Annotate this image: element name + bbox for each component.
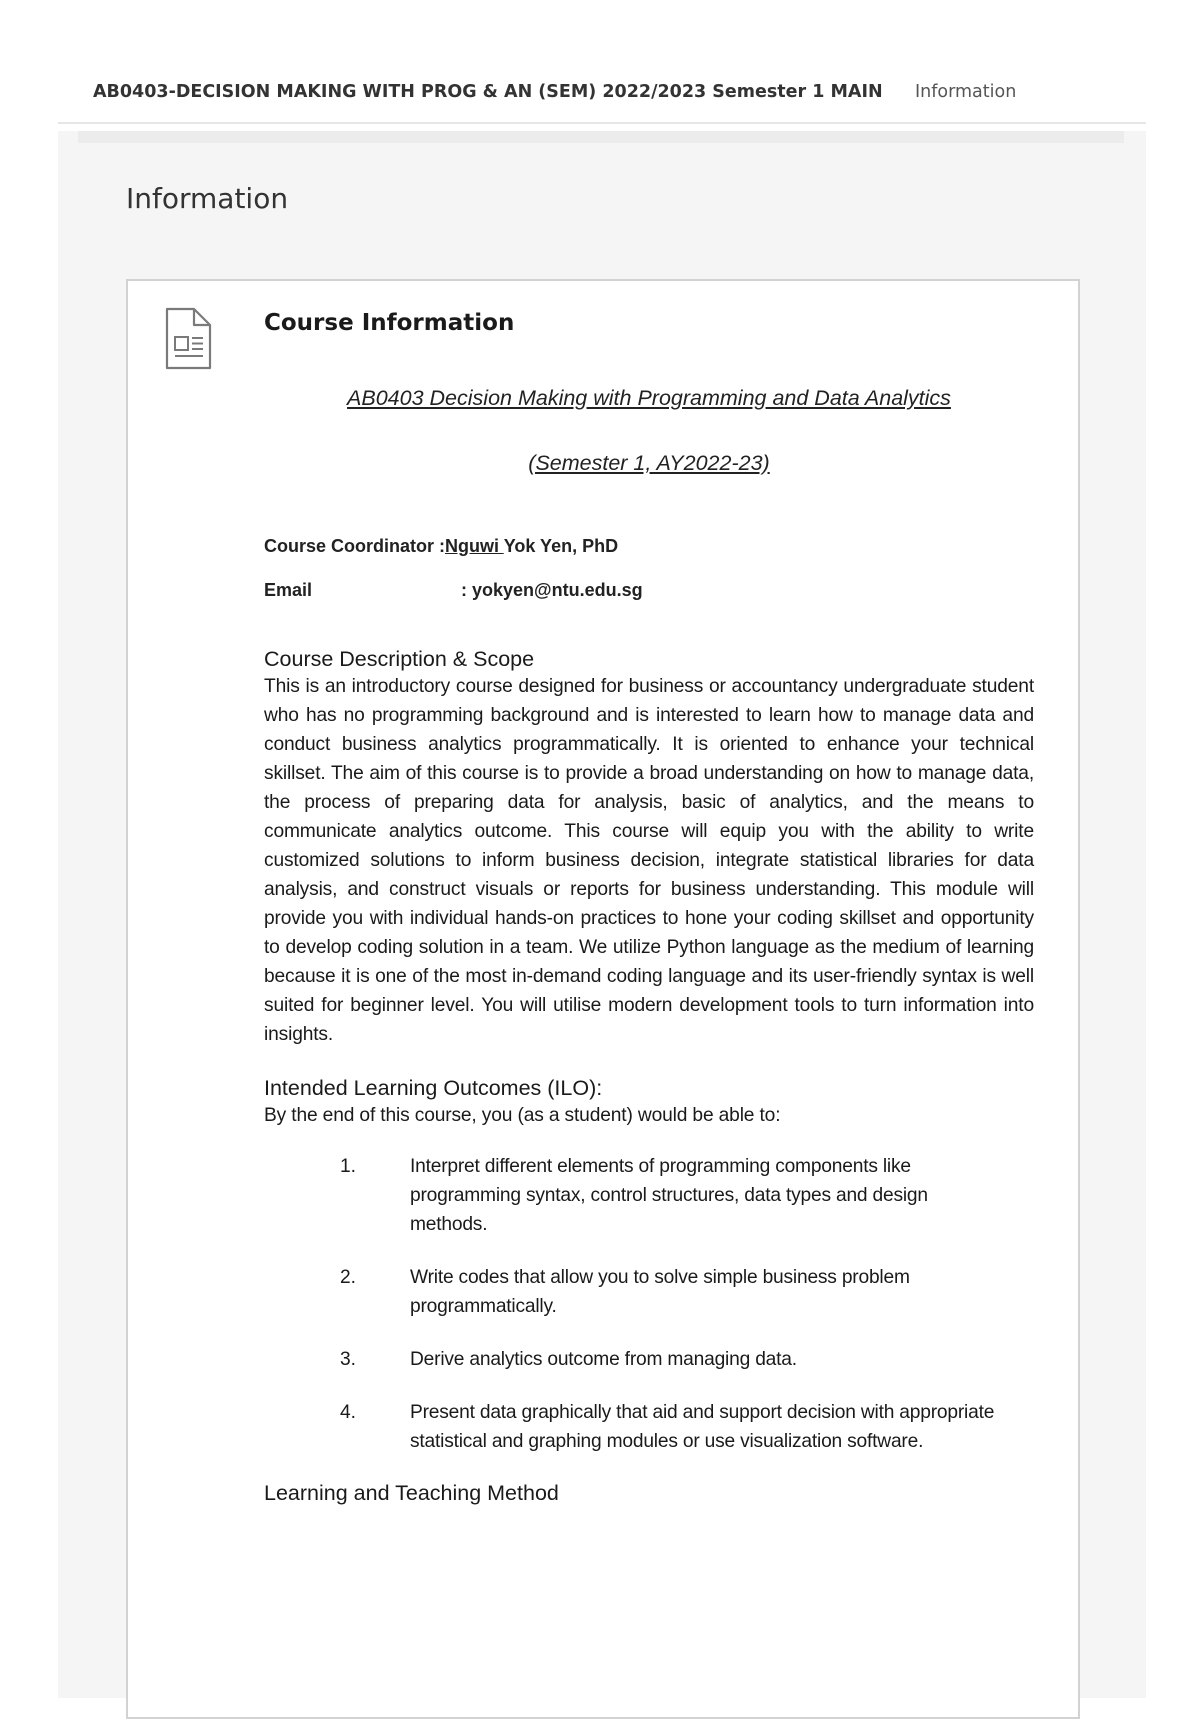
item-title[interactable]: Course Information: [264, 310, 515, 336]
coordinator-label: Course Coordinator: [264, 536, 435, 557]
email-label: Email: [264, 580, 313, 601]
list-text: Write codes that allow you to solve simple business problem programmatically.: [410, 1266, 910, 1317]
coordinator-row: [264, 535, 1034, 559]
course-header: [58, 72, 1146, 124]
ilo-heading: Intended Learning Outcomes (ILO):: [264, 1075, 603, 1100]
list-number: 2.: [340, 1266, 357, 1288]
email-value: : yokyen@ntu.edu.sg: [461, 580, 643, 601]
document-title: AB0403 Decision Making with Programming and Data Analytics: [347, 385, 951, 410]
list-number: 1.: [340, 1155, 357, 1177]
coordinator-name-rest: Yok Yen, PhD: [503, 536, 619, 557]
coordinator-name-underlined: Nguwi: [445, 536, 504, 557]
coordinator-separator: :: [439, 536, 446, 557]
list-item: [264, 1263, 1034, 1321]
list-text: Present data graphically that aid and support decision with appropriate statistical and graphing modules or use visualization software.: [410, 1401, 995, 1452]
list-item: [264, 1398, 1034, 1456]
page-title: Information: [126, 182, 289, 215]
list-text: Interpret different elements of programming components like programming syntax, control structures, data types and design methods.: [410, 1155, 928, 1235]
list-item: [264, 1345, 1034, 1374]
item-content: [264, 310, 1034, 1506]
breadcrumb-information[interactable]: Information: [915, 82, 1017, 102]
list-text: Derive analytics outcome from managing data.: [410, 1348, 797, 1370]
course-title[interactable]: AB0403-DECISION MAKING WITH PROG & AN (SEM) 2022/2023 Semester 1 MAIN: [93, 82, 883, 102]
panel-top-strip: [78, 131, 1124, 143]
ilo-list: [264, 1152, 1034, 1456]
ilo-intro: By the end of this course, you (as a student) would be able to:: [264, 1104, 781, 1126]
list-item: [264, 1152, 1034, 1239]
description-text: This is an introductory course designed for business or accountancy undergraduate student who has no programming background and is interested to learn how to manage data and conduct business analytics programmatically. It is oriented to enhance your technical skillset. The aim of this course is to provide a broad understanding on how to manage data, the process of preparing data for analysis, basic of analytics, and the means to communicate analytics outcome. This course will equip you with the ability to write customized solutions to inform business decision, integrate statistical libraries for data analysis, and construct visuals or reports for business understanding. This module will provide you with individual hands-on practices to hone your coding skillset and opportunity to develop coding solution in a team. We utilize Python language as the medium of learning because it is one of the most in-demand coding language and its user-friendly syntax is well suited for beginner level. You will utilise modern development tools to turn information into insights.: [264, 675, 1034, 1045]
email-row: [264, 579, 1034, 603]
document-subtitle: (Semester 1, AY2022-23): [528, 450, 770, 475]
teaching-method-heading: Learning and Teaching Method: [264, 1480, 559, 1505]
description-heading: Course Description & Scope: [264, 646, 535, 671]
list-number: 3.: [340, 1348, 357, 1370]
list-number: 4.: [340, 1401, 357, 1423]
document-icon: [164, 306, 214, 372]
